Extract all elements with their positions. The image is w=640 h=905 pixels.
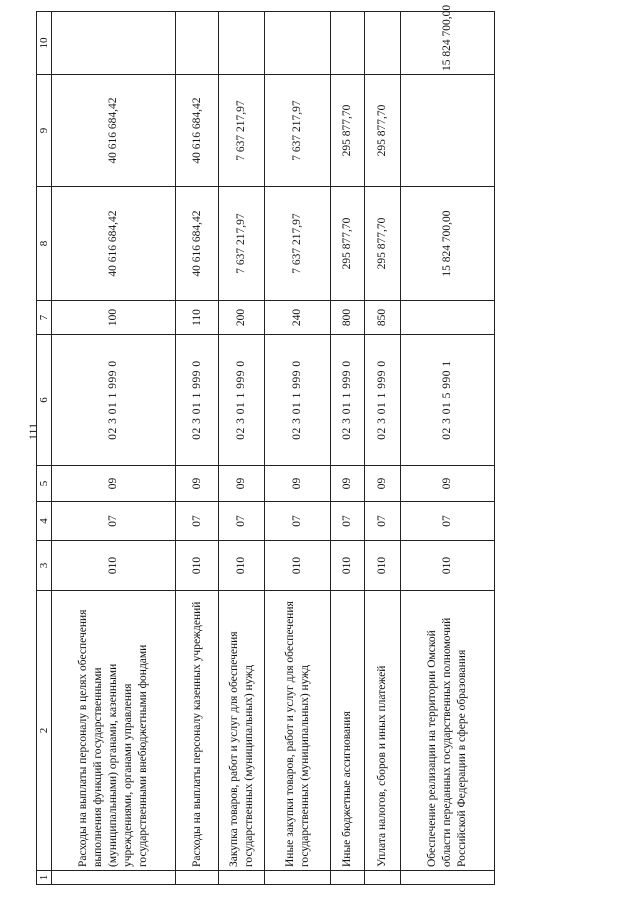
section-code: 07 [401,502,495,541]
subsection-code: 09 [265,466,331,502]
expense-type-code [401,301,495,335]
target-article-code: 02 3 01 5 990 1 [401,335,495,466]
table-row [219,12,265,885]
amount-col-10: 15 824 700,00 [401,12,495,75]
row-number-cell [176,871,219,885]
table-row [52,12,176,885]
row-number-cell [401,871,495,885]
ministry-code: 010 [52,541,176,591]
table-row [265,12,331,885]
subsection-code: 09 [176,466,219,502]
header-col-2: 2 [37,591,52,871]
amount-col-8: 7 637 217,97 [219,187,265,301]
amount-col-8: 40 616 684,42 [52,187,176,301]
section-code: 07 [219,502,265,541]
subsection-code: 09 [365,466,401,502]
expense-type-code: 100 [52,301,176,335]
header-col-1: 1 [37,871,52,885]
row-number-cell [265,871,331,885]
header-col-5: 5 [37,466,52,502]
subsection-code: 09 [219,466,265,502]
budget-table [36,4,495,885]
row-number-cell [365,871,401,885]
target-article-code: 02 3 01 1 999 0 [52,335,176,466]
ministry-code: 010 [331,541,365,591]
amount-col-8: 295 877,70 [331,187,365,301]
table-row [176,12,219,885]
expense-name: Иные бюджетные ассигнования [331,591,365,871]
header-col-9: 9 [37,75,52,187]
amount-col-8: 15 824 700,00 [401,187,495,301]
expense-name: Закупка товаров, работ и услуг для обеспечения государственных (муниципальных) нужд [219,591,265,871]
row-number-cell [52,871,176,885]
ministry-code: 010 [176,541,219,591]
amount-col-9: 295 877,70 [365,75,401,187]
amount-col-10 [365,12,401,75]
section-code: 07 [52,502,176,541]
table-row [401,12,495,885]
amount-col-9 [401,75,495,187]
table-row [331,12,365,885]
header-col-6: 6 [37,335,52,466]
target-article-code: 02 3 01 1 999 0 [331,335,365,466]
row-number-cell [331,871,365,885]
expense-name: Обеспечение реализации на территории Омской области переданных государственных полномочий Российской Федерации в сфере образования [401,591,495,871]
section-code: 07 [265,502,331,541]
section-code: 07 [331,502,365,541]
subsection-code: 09 [401,466,495,502]
rotated-table-container [36,4,489,885]
section-code: 07 [365,502,401,541]
expense-type-code: 850 [365,301,401,335]
ministry-code: 010 [401,541,495,591]
ministry-code: 010 [219,541,265,591]
amount-col-9: 295 877,70 [331,75,365,187]
page-number: 111 [26,422,40,440]
amount-col-10 [265,12,331,75]
expense-name: Расходы на выплаты персоналу в целях обеспечения выполнения функций государственными (муниципальными) органами, казенными учреждениями, органами управления государственными внебюджетными фондами [52,591,176,871]
target-article-code: 02 3 01 1 999 0 [219,335,265,466]
amount-col-9: 40 616 684,42 [52,75,176,187]
amount-col-9: 40 616 684,42 [176,75,219,187]
section-code: 07 [176,502,219,541]
header-row [37,12,52,885]
amount-col-9: 7 637 217,97 [265,75,331,187]
ministry-code: 010 [365,541,401,591]
subsection-code: 09 [331,466,365,502]
expense-name: Иные закупки товаров, работ и услуг для обеспечения государственных (муниципальных) нужд [265,591,331,871]
header-col-7: 7 [37,301,52,335]
header-col-3: 3 [37,541,52,591]
amount-col-8: 40 616 684,42 [176,187,219,301]
header-col-8: 8 [37,187,52,301]
expense-name: Расходы на выплаты персоналу казенных учреждений [176,591,219,871]
table-row [365,12,401,885]
expense-type-code: 200 [219,301,265,335]
target-article-code: 02 3 01 1 999 0 [176,335,219,466]
target-article-code: 02 3 01 1 999 0 [365,335,401,466]
amount-col-8: 295 877,70 [365,187,401,301]
header-col-10: 10 [37,12,52,75]
amount-col-10 [331,12,365,75]
amount-col-9: 7 637 217,97 [219,75,265,187]
amount-col-10 [219,12,265,75]
expense-type-code: 800 [331,301,365,335]
ministry-code: 010 [265,541,331,591]
amount-col-10 [52,12,176,75]
expense-type-code: 240 [265,301,331,335]
target-article-code: 02 3 01 1 999 0 [265,335,331,466]
amount-col-8: 7 637 217,97 [265,187,331,301]
row-number-cell [219,871,265,885]
header-col-4: 4 [37,502,52,541]
amount-col-10 [176,12,219,75]
expense-type-code: 110 [176,301,219,335]
expense-name: Уплата налогов, сборов и иных платежей [365,591,401,871]
subsection-code: 09 [52,466,176,502]
